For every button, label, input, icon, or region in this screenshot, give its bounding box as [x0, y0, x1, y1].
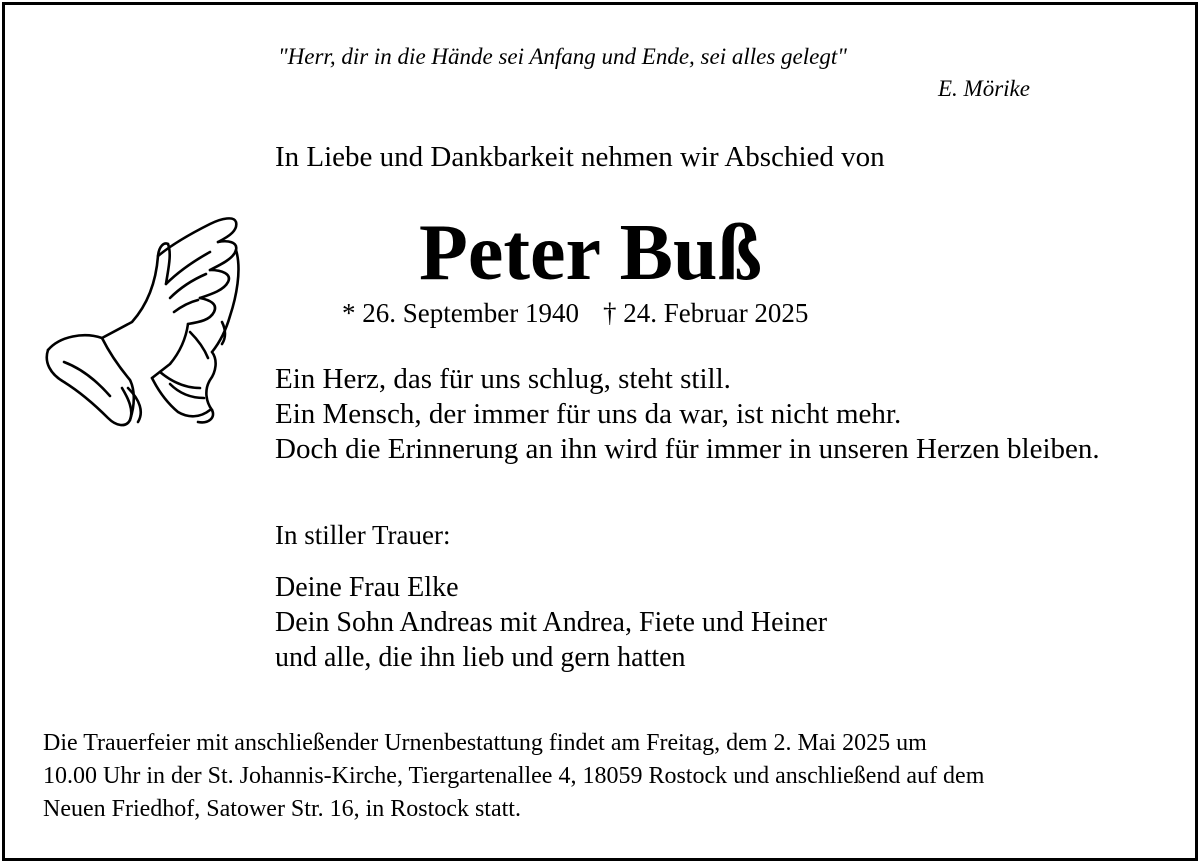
life-dates — [342, 298, 808, 329]
verse-line: Ein Mensch, der immer für uns da war, ist nicht mehr. — [275, 398, 902, 430]
praying-hands-icon — [40, 212, 245, 434]
verse — [275, 362, 1100, 467]
family-line: und alle, die ihn lieb und gern hatten — [275, 642, 686, 673]
family-line: Deine Frau Elke — [275, 572, 459, 603]
mourning-heading: In stiller Trauer: — [275, 520, 451, 550]
ceremony-line: Neuen Friedhof, Satower Str. 16, in Rostock statt. — [43, 796, 521, 822]
ceremony-info — [43, 727, 984, 826]
quote-author: E. Mörike — [938, 76, 1030, 101]
ceremony-line: Die Trauerfeier mit anschließender Urnenbestattung findet am Freitag, dem 2. Mai 2025 um — [43, 730, 927, 756]
intro-text: In Liebe und Dankbarkeit nehmen wir Abschied von — [275, 141, 885, 173]
family-list — [275, 570, 827, 675]
verse-line: Doch die Erinnerung an ihn wird für immer in unseren Herzen bleiben. — [275, 433, 1100, 465]
ceremony-line: 10.00 Uhr in der St. Johannis-Kirche, Tiergartenallee 4, 18059 Rostock und anschließend auf dem — [43, 763, 985, 789]
quote: "Herr, dir in die Hände sei Anfang und Ende, sei alles gelegt" — [278, 44, 847, 69]
death-date: † 24. Februar 2025 — [602, 298, 809, 328]
verse-line: Ein Herz, das für uns schlug, steht still. — [275, 363, 731, 395]
birth-date: * 26. September 1940 — [342, 298, 579, 328]
family-line: Dein Sohn Andreas mit Andrea, Fiete und Heiner — [275, 607, 828, 638]
deceased-name: Peter Buß — [419, 209, 762, 297]
